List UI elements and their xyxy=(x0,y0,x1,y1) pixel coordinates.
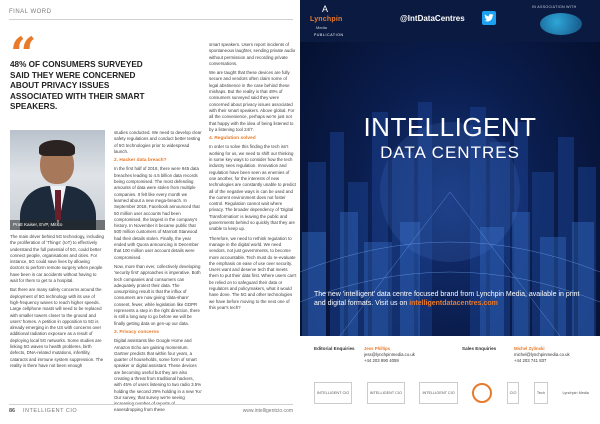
body-column-1 xyxy=(10,234,105,372)
page-number: 86 xyxy=(9,408,16,414)
advert-copy xyxy=(314,290,589,308)
lynchpin-logo-icon: A xyxy=(321,4,328,14)
page-footer xyxy=(9,408,293,418)
paragraph: Digital assistants like Google Home and Amazon Echo are gaining momentum. Gartner predicts that within four years, a quarter of households, some form of smart speaker or digital assistant. These devices are becoming useful but they are also creating a threat from traditional hackers, with 45% of users listening to two radio 3.5% holding the second 29% holding in a new 'Kx' Our survey, that survey we're seeing eavesdropping from these xyxy=(114,338,202,413)
photo-caption: Pratt Kaiser, EVP, Mitico xyxy=(13,222,63,227)
pull-quote: 48% OF CONSUMERS SURVEYED SAID THEY WERE CONCERNED ABOUT PRIVACY ISSUES ASSOCIATED WITH THEIR SMART SPEAKERS. xyxy=(10,60,145,111)
paragraph: Now, more than ever, collectively developing 'security first' approaches is imperative. Both tech companies and consumers can adequately protect their data. The unsurprising result is that the influx of consumers are now giving 'data-share' consent, fewer, while legislation like GDPR represents a step in the right direction, there is still a long way to go before we will be finally getting data on gen-up our data. xyxy=(114,263,201,326)
twitter-icon[interactable] xyxy=(482,11,496,25)
partner-logos xyxy=(314,378,589,408)
partner-logo-icon xyxy=(540,13,582,35)
advert-page xyxy=(300,0,600,424)
partner-logo: Lynchpin Media xyxy=(562,390,589,395)
section-label: FINAL WORD xyxy=(9,9,52,15)
brand-title: INTELLIGENT xyxy=(363,112,537,142)
association-label: IN ASSOCIATION WITH xyxy=(532,5,577,9)
sales-phone: +44 203 741 837 xyxy=(514,358,547,363)
partner-logo: INTELLIGENT CIO xyxy=(367,382,405,404)
contact-section xyxy=(314,344,594,374)
publisher-sub: Media xyxy=(316,25,327,30)
partner-logo: INTELLIGENT CIO xyxy=(314,382,352,404)
paragraph: In the first half of 2018, there were 945 data breaches leading to 4.5 billion data records being compromised. The most defending amounts of data were stolen from multiple companies. It felt like every month we learned about a new mega-breach. In September 2018, Facebook announced that 50 million user accounts had been compromised, the largest in the company's history. In November it became public that 500 million customers of Marriott Starwood had their details stolen. Finally, the year ended with Quora announcing in December that 100 million user account details were compromised. xyxy=(114,166,200,260)
paragraph: But there are many safety concerns around the deployment of 5G technology with its use of high-frequency waves to reach higher speeds. Large cellphone masts will need to be replaced with smaller towers closer to the ground and users' homes. A petition in opposition to 5G is already emerging in the US with concerns over additional radiation exposure as a result of deploying local 5G networks. Some studies are linking 5G waves to health problems, birth defects, DNA-related mutations, infertility, cataracts and immune system suppression. The reality is there have not been enough xyxy=(10,287,104,368)
sales-email[interactable]: michel@lynchpinmedia.co.uk xyxy=(514,352,570,357)
brand-subtitle: DATA CENTRES xyxy=(380,143,520,162)
body-column-3 xyxy=(209,42,297,314)
sales-name: Michel Zylinski xyxy=(514,346,545,351)
body-column-2 xyxy=(114,130,202,417)
partner-logo-icon xyxy=(472,383,492,403)
magazine-title: INTELLIGENT CIO xyxy=(23,408,78,414)
publisher-name: Lynchpin xyxy=(310,16,343,23)
paragraph: In order to solve this finding the tech isn't working for us, we need to shift our thinking in some key ways to consider how the tech industry sees regulation. Innovation and regulation have been seen as enemies of one another, for the interests of new technologies are constantly unable to predict all of the negative ways in can be used and the current environment does not foster control. Regulation cannot wait where privacy. The broader dependency of 'Digital Transformation' is leaving the public and governments behind so quickly that they are unable to keep up. xyxy=(209,144,296,232)
paragraph: studies conducted. We need to develop clear safety regulations and conduct better testing of 5G technologies prior to widespread launch. xyxy=(114,130,202,154)
editorial-email[interactable]: jess@lynchpinmedia.co.uk xyxy=(364,352,415,357)
partner-logo: Tech xyxy=(534,382,548,404)
advert-panel xyxy=(300,0,600,336)
quote-mark-icon: “ xyxy=(10,27,37,81)
partner-logo: CIO xyxy=(507,382,520,404)
paragraph: We are taught that these devices are fully secure and vendors often claim some of legal abstinence in the case behind these mishaps. But the reality is that 48% of consumers surveyed said they were concerned about privacy issues associated with their smart speakers. Above global. For all the convenience, perhaps we're just not that happy with the idea of being listened to by a listening tool 24/7. xyxy=(209,70,295,132)
advert-header xyxy=(300,0,600,42)
website-link[interactable]: www.intelligentcio.com xyxy=(242,408,293,414)
editorial-phone: +44 203 890 4059 xyxy=(364,358,399,363)
subheading: 4. Regulation solved xyxy=(209,136,256,142)
paragraph: smart speakers. Users report incidents of spontaneous laughter, sending private audio without permission and recording private conversations. xyxy=(209,42,296,66)
paragraph: The main driver behind 5G technology, including the proliferation of 'Things' (IoT) to effectively understand the full potential of 5G, could better connect people, organisations and cities. For instance, 5G could save lives by allowing doctors to perform remote surgery when people have been in car accidents without having to wait for them to get to a hospital. xyxy=(10,234,104,284)
twitter-handle[interactable]: @IntDataCentres xyxy=(400,14,465,23)
publication-label: PUBLICATION xyxy=(314,33,344,37)
partner-logo: INTELLIGENT CIO xyxy=(419,382,457,404)
sales-label: Sales Enquiries xyxy=(462,346,497,351)
editorial-label: Editorial Enquiries xyxy=(314,346,355,351)
footer-divider xyxy=(9,404,293,405)
advert-text: The new 'intelligent' data centre focused brand from Lynchpin Media, available in print and digital formats. Visit us on xyxy=(314,291,580,307)
advert-website-link[interactable]: intelligentdatacentres.com xyxy=(409,300,498,307)
subheading: 3. Privacy concerns xyxy=(114,329,160,335)
paragraph: Therefore, we need to rethink regulation to manage in the digital world. We need vendors, not just governments, to become more accountable. Tech must do re-evaluate the emphasis on ease of use over security. Users want and deserve tech that meets them to put their data first. Where users can't be relied on to safeguard their data or regulators and policymakers, what it would have done. The 5G and other technologies we have before moving to the next one of this year's tech? xyxy=(209,235,297,310)
subheading: 2. Hacker data breach? xyxy=(114,158,167,164)
author-photo xyxy=(10,130,105,230)
header-divider xyxy=(9,19,293,20)
editorial-name: Jess Phillips xyxy=(364,346,391,351)
